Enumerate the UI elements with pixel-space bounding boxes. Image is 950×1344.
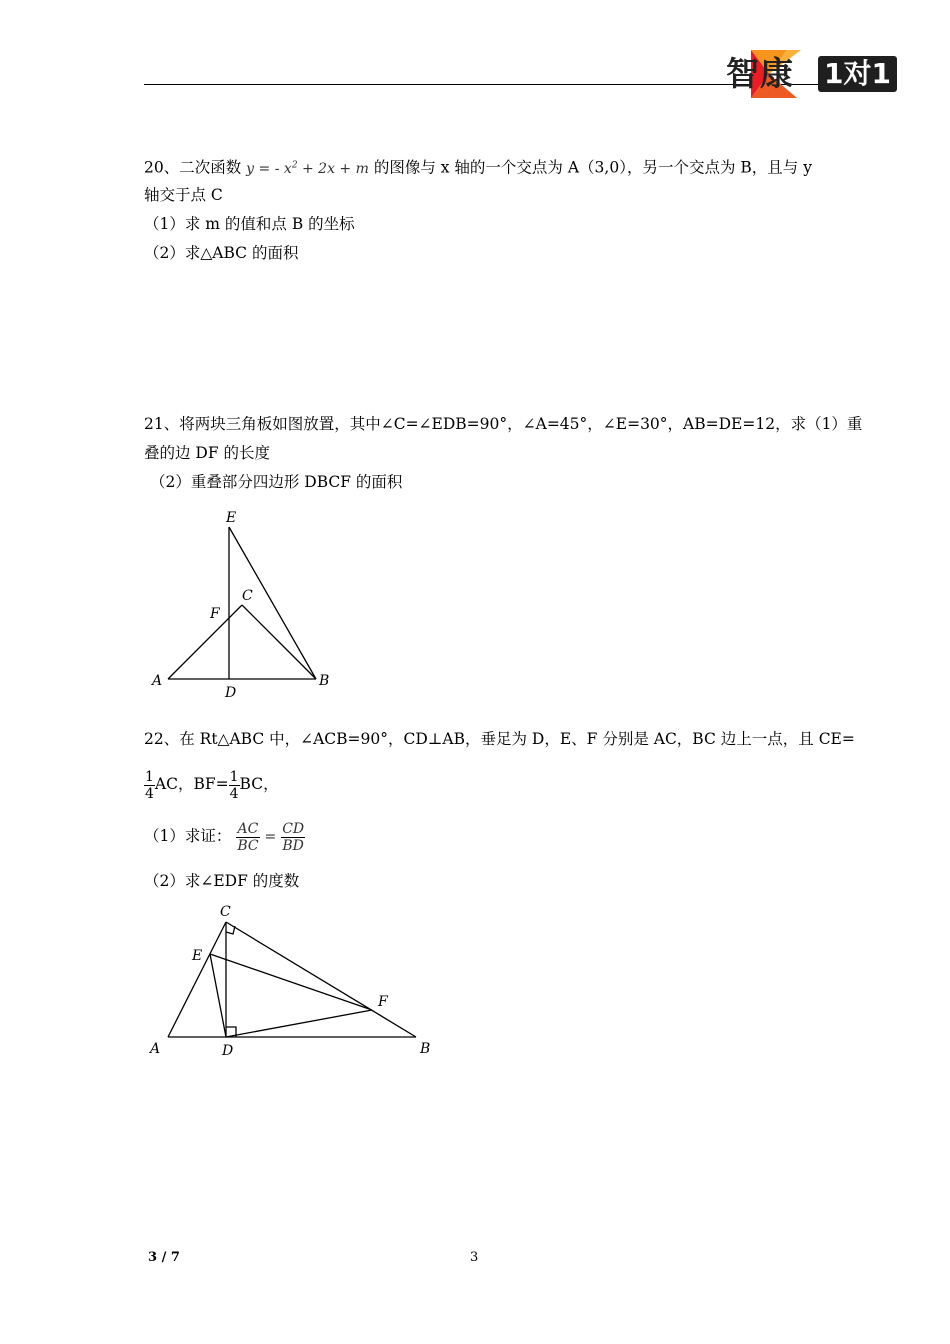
q22-ratio-ac-bc: $\frac{AC}{BC}$: [237, 820, 259, 854]
q20-line2: 轴交于点 C: [144, 186, 223, 204]
q22-part1-prefix: （1）求证：: [144, 827, 232, 845]
q22-triangle-diagram: [140, 898, 440, 1068]
q21-line1: 21、将两块三角板如图放置，其中∠C=∠EDB=90°，∠A=45°，∠E=30°，AB=DE=12，求（1）重: [144, 415, 863, 433]
q21-triangle-diagram: [140, 505, 350, 705]
q21-label-F: F: [210, 606, 220, 622]
q22-label-A: A: [150, 1041, 161, 1057]
q22-segment-AC: [168, 922, 226, 1037]
q20-line1: [144, 155, 812, 179]
q20-part2: （2）求△ABC 的面积: [144, 244, 299, 262]
q21-label-A: A: [152, 673, 163, 689]
q22-part2: （2）求∠EDF 的度数: [144, 872, 300, 890]
q22-text-bc: BC，: [239, 775, 279, 793]
q20-prefix: 20、二次函数: [144, 158, 242, 177]
q22-segment-DF: [226, 1010, 372, 1037]
q22-label-C: C: [220, 904, 231, 920]
q21-segment-CB: [242, 605, 316, 679]
q20-suffix: 的图像与 x 轴的一个交点为 A（3,0），另一个交点为 B，且与 y: [373, 158, 812, 177]
q22-label-B: B: [420, 1041, 431, 1057]
q20-formula: y = - $x^2 + 2x + m$: [246, 160, 369, 177]
q22-ratio-cd-bd: $\frac{CD}{BD}$: [282, 820, 305, 854]
q21-line2: 叠的边 DF 的长度: [144, 444, 271, 462]
q22-segment-EF: [210, 954, 372, 1010]
q21-label-C: C: [242, 588, 253, 604]
q21-part2: （2）重叠部分四边形 DBCF 的面积: [150, 473, 403, 491]
q21-label-B: B: [319, 673, 330, 689]
q22-line1: 22、在 Rt△ABC 中，∠ACB=90°，CD⊥AB，垂足为 D，E、F 分别是 AC，BC 边上一点，且 CE=: [144, 730, 855, 748]
q22-fraction-1-4-a: $\frac{1}{4}$: [145, 768, 154, 802]
q22-part1: [144, 817, 305, 856]
footer-page-label: 3 / 7: [148, 1250, 180, 1265]
q22-label-D: D: [222, 1043, 234, 1059]
q22-fraction-1-4-b: $\frac{1}{4}$: [229, 768, 239, 802]
brand-logo-text: 智康: [726, 54, 794, 93]
q22-segment-ED: [210, 954, 226, 1037]
brand-logo-badge: 1对1: [818, 56, 897, 92]
footer-page-number: 3: [470, 1250, 479, 1265]
q21-segment-AC: [168, 605, 242, 679]
q22-line2: [144, 765, 279, 803]
q22-label-E: E: [192, 948, 203, 964]
q22-text-ac-bf: AC，BF=: [154, 775, 229, 793]
q21-label-D: D: [225, 685, 237, 701]
q22-ratio-equals: =: [264, 829, 277, 845]
q20-part1: （1）求 m 的值和点 B 的坐标: [144, 215, 355, 233]
q21-label-E: E: [226, 510, 237, 526]
q22-label-F: F: [378, 994, 388, 1010]
